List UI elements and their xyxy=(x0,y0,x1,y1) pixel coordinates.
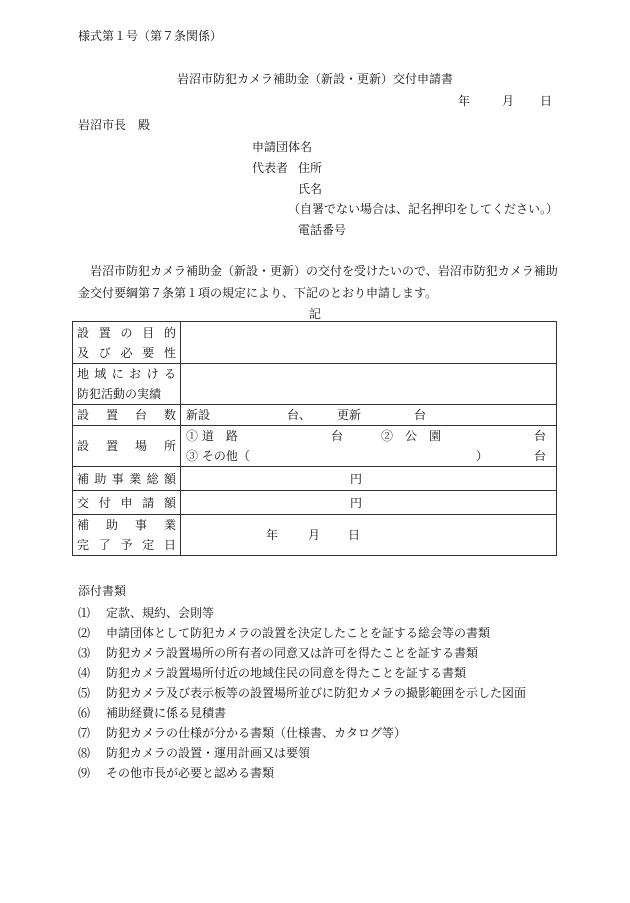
ki-heading: 記 xyxy=(308,307,321,321)
table-row xyxy=(73,405,557,426)
place-road-unit: 台 xyxy=(331,429,344,443)
activity-label-line2: 防犯活動の実績 xyxy=(77,387,162,401)
attachments-title: 添付書類 xyxy=(78,584,127,598)
list-item xyxy=(78,723,558,743)
applicant-rep-label: 代表者 xyxy=(252,161,289,175)
complete-month: 月 xyxy=(308,528,321,542)
applicant-name-label: 氏名 xyxy=(298,182,323,196)
date-day: 日 xyxy=(540,94,553,108)
place-road: ① 道 路 xyxy=(186,429,238,443)
attachment-number: ⑺ xyxy=(78,726,91,740)
place-other: ③ その他（ xyxy=(186,449,250,463)
attachment-number: ⑹ xyxy=(78,706,91,720)
place-field[interactable] xyxy=(181,426,557,467)
purpose-label-line1: 設 置 の 目 的 xyxy=(77,325,176,340)
applicant-org-label: 申請団体名 xyxy=(252,140,313,154)
list-item xyxy=(78,603,558,623)
complete-day: 日 xyxy=(348,528,361,542)
apply-yen: 円 xyxy=(350,495,363,510)
signature-note: （自署でない場合は、記名押印をしてください。） xyxy=(288,202,559,216)
application-statement: 岩沼市防犯カメラ補助金（新設・更新）の交付を受けたいので、岩沼市防犯カメラ補助金交付要綱第７条第１項の規定により、下記のとおり申請します。 xyxy=(78,264,558,300)
complete-field[interactable] xyxy=(181,515,557,556)
application-table xyxy=(72,321,557,556)
date-year: 年 xyxy=(458,94,471,108)
purpose-field[interactable] xyxy=(181,322,557,364)
attachment-number: ⑸ xyxy=(78,686,91,700)
table-row xyxy=(73,426,557,467)
attachment-number: ⑷ xyxy=(78,666,91,680)
total-label xyxy=(73,467,181,491)
list-item xyxy=(78,663,558,683)
count-update-label: 更新 xyxy=(337,408,362,422)
place-label-line: 設 置 場 所 xyxy=(77,439,176,453)
complete-label-line1: 補 助 事 業 xyxy=(77,518,176,532)
attachment-text: 防犯カメラの設置・運用計画又は要領 xyxy=(106,746,311,760)
purpose-label-line2: 及 び 必 要 性 xyxy=(77,345,176,360)
activity-label xyxy=(73,364,181,405)
place-other-close: ） xyxy=(476,449,489,463)
date-month: 月 xyxy=(502,94,515,108)
table-row xyxy=(73,322,557,364)
apply-field[interactable] xyxy=(181,491,557,515)
attachment-text: 定款、規約、会則等 xyxy=(106,606,215,620)
attachment-number: ⑵ xyxy=(78,626,91,640)
page-title: 岩沼市防犯カメラ補助金（新設・更新）交付申請書 xyxy=(176,72,453,86)
place-label xyxy=(73,426,181,467)
attachment-number: ⑴ xyxy=(78,606,91,620)
count-new-label: 新設 xyxy=(186,408,211,422)
table-row xyxy=(73,515,557,556)
activity-label-line1: 地 域 に お け る xyxy=(77,367,176,381)
list-item xyxy=(78,743,558,763)
total-label-line: 補 助 事 業 総 額 xyxy=(77,471,176,486)
list-item xyxy=(78,763,558,783)
place-park-unit: 台 xyxy=(534,429,547,443)
applicant-address-label: 住所 xyxy=(298,161,323,175)
attachment-text: 防犯カメラ及び表示板等の設置場所並びに防犯カメラの撮影範囲を示した図面 xyxy=(106,686,527,700)
place-park: ② 公 園 xyxy=(381,429,442,443)
form-number: 様式第１号（第７条関係） xyxy=(78,29,223,43)
list-item xyxy=(78,623,558,643)
list-item xyxy=(78,683,558,703)
attachment-text: その他市長が必要と認める書類 xyxy=(106,766,275,780)
attachment-text: 防犯カメラ設置場所付近の地域住民の同意を得たことを証する書類 xyxy=(106,666,467,680)
applicant-phone-label: 電話番号 xyxy=(298,223,347,237)
addressee: 岩沼市長 殿 xyxy=(78,118,151,132)
table-row xyxy=(73,364,557,405)
count-new-unit: 台、 xyxy=(287,408,312,422)
complete-year: 年 xyxy=(266,528,279,542)
place-other-unit: 台 xyxy=(534,449,547,463)
apply-label xyxy=(73,491,181,515)
attachment-text: 防犯カメラ設置場所の所有者の同意又は許可を得たことを証する書類 xyxy=(106,646,479,660)
purpose-label xyxy=(73,322,181,364)
list-item xyxy=(78,643,558,663)
attachment-text: 防犯カメラの仕様が分かる書類（仕様書、カタログ等） xyxy=(106,726,407,740)
count-label-line: 設 置 台 数 xyxy=(77,408,176,422)
attachments-list xyxy=(78,603,558,783)
complete-label xyxy=(73,515,181,556)
count-label xyxy=(73,405,181,426)
activity-field[interactable] xyxy=(181,364,557,405)
list-item xyxy=(78,703,558,723)
attachment-text: 申請団体として防犯カメラの設置を決定したことを証する総会等の書類 xyxy=(106,626,491,640)
count-update-unit: 台 xyxy=(414,408,427,422)
attachment-text: 補助経費に係る見積書 xyxy=(106,706,227,720)
table-row xyxy=(73,491,557,515)
attachment-number: ⑼ xyxy=(78,766,91,780)
table-row xyxy=(73,467,557,491)
complete-label-line2: 完 了 予 定 日 xyxy=(77,538,176,552)
apply-label-line: 交 付 申 請 額 xyxy=(77,495,176,510)
count-field[interactable] xyxy=(181,405,557,426)
total-yen: 円 xyxy=(350,471,363,486)
attachment-number: ⑶ xyxy=(78,646,91,660)
attachment-number: ⑻ xyxy=(78,746,91,760)
total-field[interactable] xyxy=(181,467,557,491)
